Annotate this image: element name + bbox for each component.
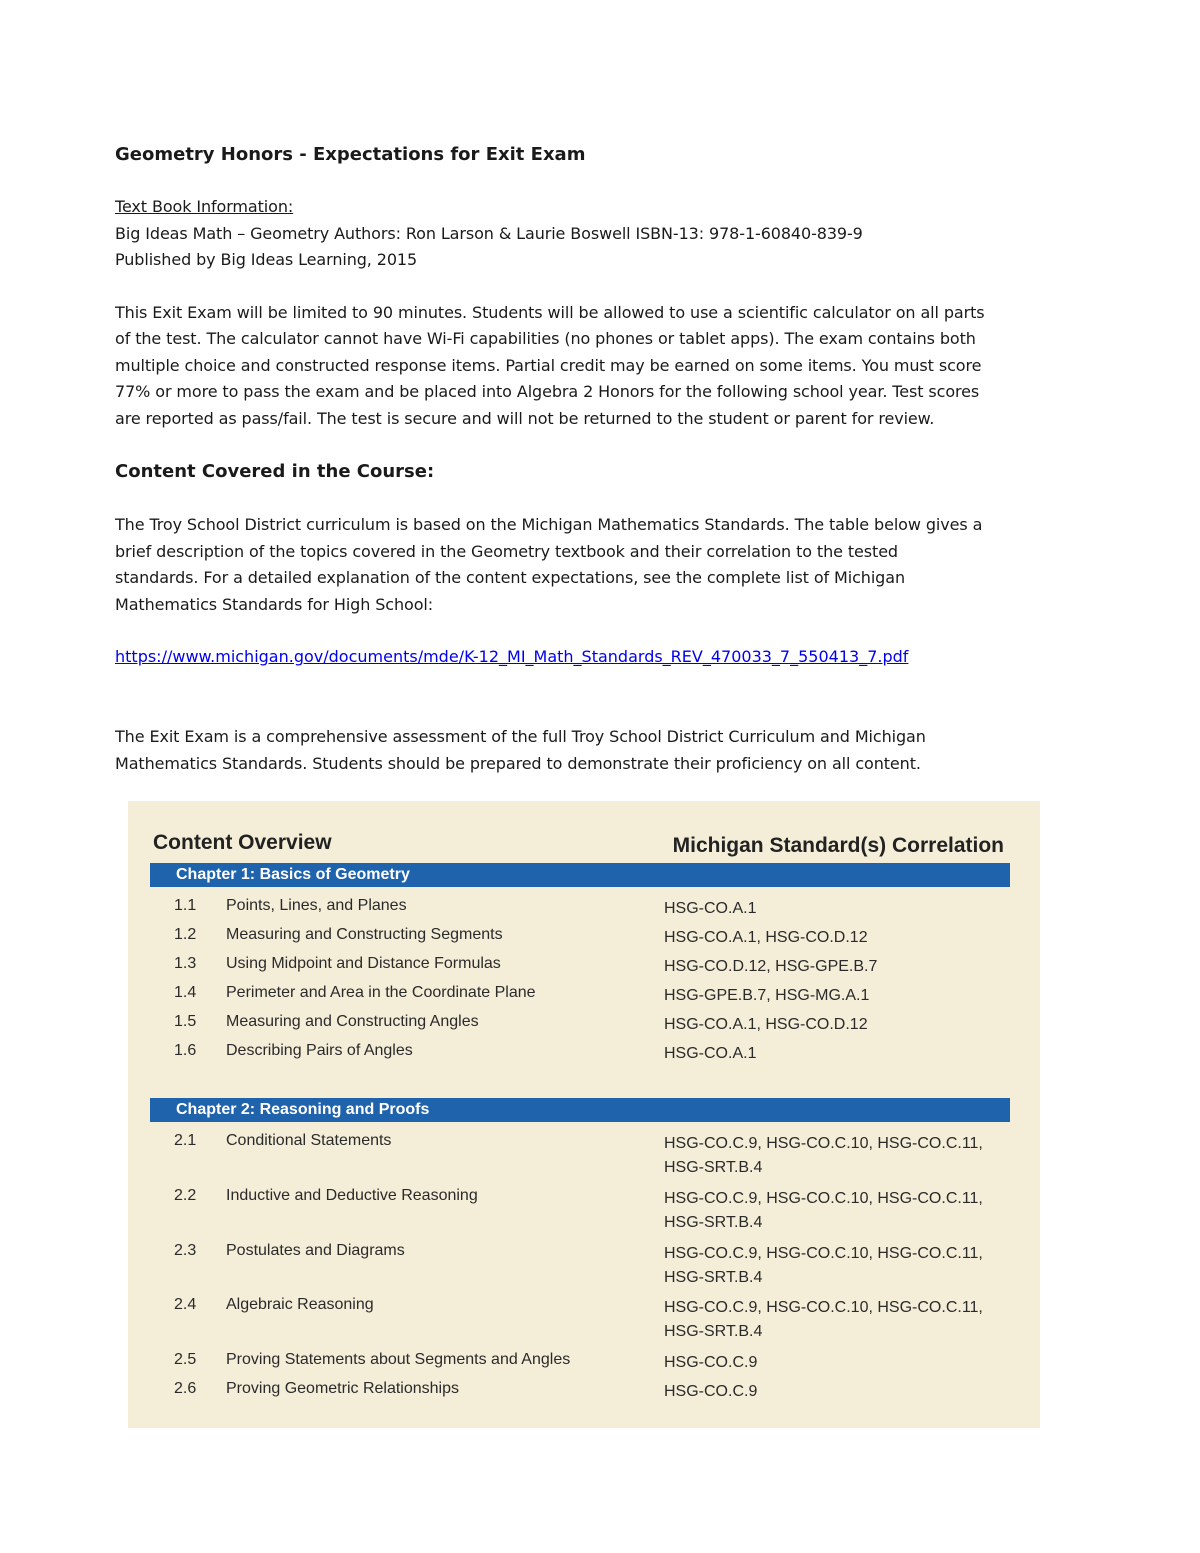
content-overview-figure [128,801,1040,1428]
section-number: 2.3 [174,1242,197,1259]
content-paragraph-line: Mathematics Standards for High School: [115,595,434,614]
section-number: 1.1 [174,897,197,914]
section-topic: Measuring and Constructing Angles [226,1013,479,1030]
section-topic: Proving Geometric Relationships [226,1380,459,1397]
section-number: 2.2 [174,1187,197,1204]
page-title: Geometry Honors - Expectations for Exit Exam [115,144,586,165]
section-topic: Algebraic Reasoning [226,1296,374,1313]
section-topic: Perimeter and Area in the Coordinate Plane [226,984,536,1001]
exam-paragraph-line: multiple choice and constructed response items. Partial credit may be earned on some items. You must score [115,356,982,375]
section-number: 1.4 [174,984,197,1001]
exam-paragraph-line: of the test. The calculator cannot have Wi-Fi capabilities (no phones or tablet apps). The exam contains both [115,329,976,348]
section-standards: HSG-CO.D.12, HSG-GPE.B.7 [664,958,878,975]
section-topic: Conditional Statements [226,1132,392,1149]
section-topic: Proving Statements about Segments and Angles [226,1351,571,1368]
section-topic: Measuring and Constructing Segments [226,926,503,943]
section-topic: Inductive and Deductive Reasoning [226,1187,478,1204]
section-number: 1.2 [174,926,197,943]
section-number: 2.5 [174,1351,197,1368]
section-standards: HSG-CO.A.1 [664,900,757,917]
exam-paragraph-line: 77% or more to pass the exam and be placed into Algebra 2 Honors for the following school year. Test scores [115,382,980,401]
section-number: 1.6 [174,1042,197,1059]
section-number: 1.5 [174,1013,197,1030]
chapter-2-banner: Chapter 2: Reasoning and Proofs [150,1098,1010,1122]
section-standards: HSG-CO.C.9 [664,1354,758,1371]
section-standards: HSG-CO.A.1, HSG-CO.D.12 [664,1016,868,1033]
section-standards: HSG-CO.C.9, HSG-CO.C.10, HSG-CO.C.11, HSG-SRT.B.4 [664,1190,983,1231]
closing-paragraph-line: Mathematics Standards. Students should be prepared to demonstrate their proficiency on all content. [115,754,921,773]
textbook-line: Published by Big Ideas Learning, 2015 [115,250,418,269]
section-topic: Postulates and Diagrams [226,1242,405,1259]
content-paragraph-line: The Troy School District curriculum is based on the Michigan Mathematics Standards. The table below gives a [115,515,983,534]
exam-paragraph-line: This Exit Exam will be limited to 90 minutes. Students will be allowed to use a scientific calculator on all parts [115,303,985,322]
section-standards: HSG-CO.C.9 [664,1383,758,1400]
section-standards: HSG-CO.A.1, HSG-CO.D.12 [664,929,868,946]
section-standards: HSG-CO.C.9, HSG-CO.C.10, HSG-CO.C.11, HSG-SRT.B.4 [664,1135,983,1176]
textbook-heading: Text Book Information: [115,197,294,216]
section-topic: Points, Lines, and Planes [226,897,407,914]
content-paragraph-line: brief description of the topics covered in the Geometry textbook and their correlation to the tested [115,542,898,561]
section-number: 2.4 [174,1296,197,1313]
exam-paragraph-line: are reported as pass/fail. The test is secure and will not be returned to the student or parent for review. [115,409,935,428]
chapter-1-banner: Chapter 1: Basics of Geometry [150,863,1010,887]
textbook-line: Big Ideas Math – Geometry Authors: Ron Larson & Laurie Boswell ISBN-13: 978-1-60840-839-9 [115,224,863,243]
standards-correlation-heading: Michigan Standard(s) Correlation [672,834,1004,857]
content-paragraph-line: standards. For a detailed explanation of the content expectations, see the complete list of Michigan [115,568,905,587]
section-number: 1.3 [174,955,197,972]
section-standards: HSG-CO.C.9, HSG-CO.C.10, HSG-CO.C.11, HSG-SRT.B.4 [664,1245,983,1286]
section-standards: HSG-CO.C.9, HSG-CO.C.10, HSG-CO.C.11, HSG-SRT.B.4 [664,1299,983,1340]
content-heading: Content Covered in the Course: [115,461,435,482]
section-standards: HSG-GPE.B.7, HSG-MG.A.1 [664,987,870,1004]
section-number: 2.6 [174,1380,197,1397]
closing-paragraph-line: The Exit Exam is a comprehensive assessment of the full Troy School District Curriculum and Michigan [115,727,926,746]
section-standards: HSG-CO.A.1 [664,1045,757,1062]
standards-link[interactable]: https://www.michigan.gov/documents/mde/K-12_MI_Math_Standards_REV_470033_7_550413_7.pdf [115,647,909,666]
section-topic: Describing Pairs of Angles [226,1042,413,1059]
content-overview-heading: Content Overview [153,831,332,854]
section-number: 2.1 [174,1132,197,1149]
section-topic: Using Midpoint and Distance Formulas [226,955,501,972]
